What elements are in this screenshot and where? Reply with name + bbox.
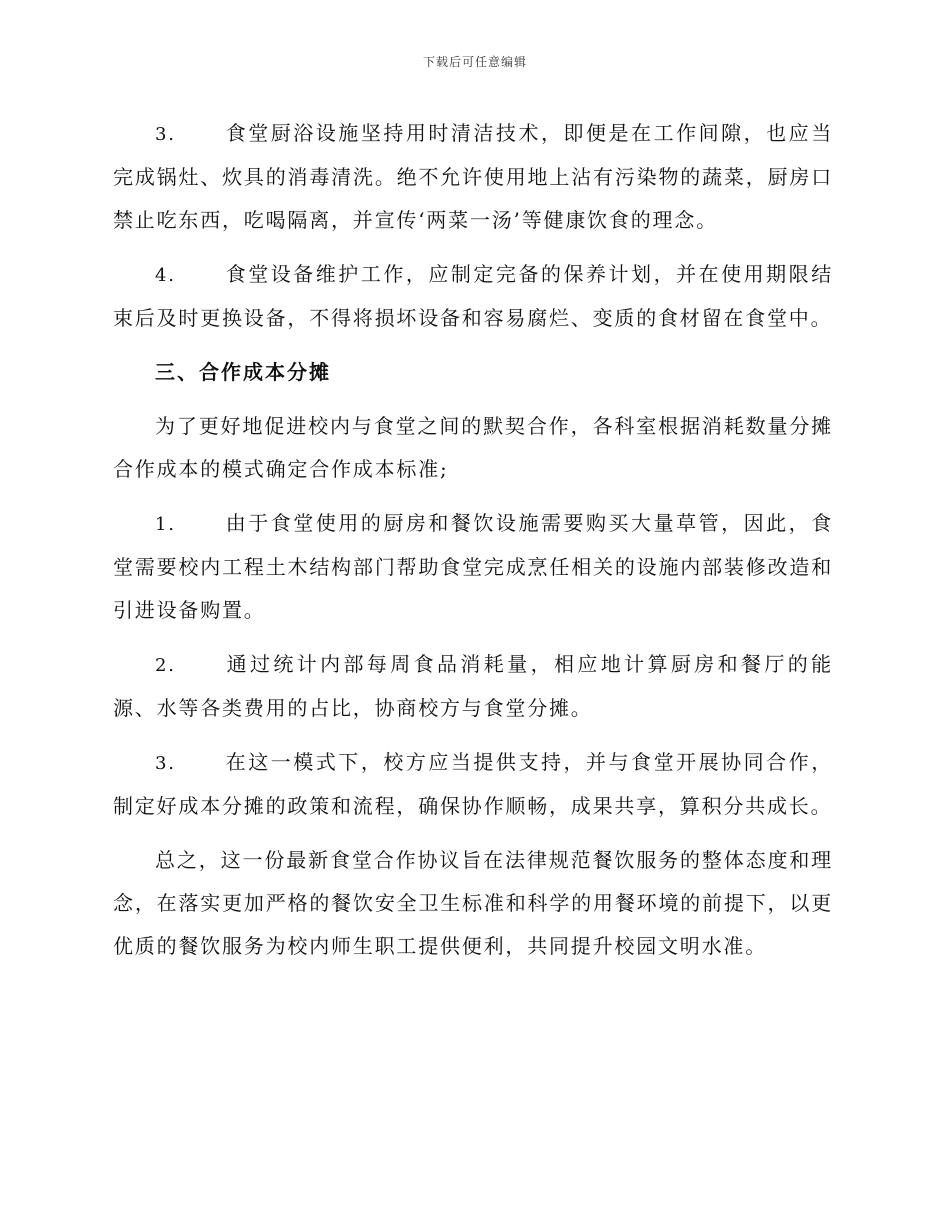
document-body [113, 112, 833, 979]
list-item-2-statistics [113, 643, 833, 730]
list-number: 2. [155, 655, 176, 676]
list-item-text: 食堂厨浴设施坚持用时清洁技术，即便是在工作间隙，也应当完成锅灶、炊具的消毒清洗。绝不允许使用地上沾有污染物的蔬菜，厨房口禁止吃东西，吃喝隔离，并宣传‘两菜一汤’等健康饮食的理念。 [113, 121, 833, 232]
list-number: 1. [155, 514, 176, 535]
list-item-4-maintenance [113, 253, 833, 340]
list-number: 3. [155, 753, 176, 774]
list-item-3-hygiene [113, 112, 833, 242]
conclusion-paragraph: 总之，这一份最新食堂合作协议旨在法律规范餐饮服务的整体态度和理念，在落实更加严格的餐饮安全卫生标准和科学的用餐环境的前提下，以更优质的餐饮服务为校内师生职工提供便利，共同提升校园文明水准。 [113, 848, 833, 958]
list-item-text: 由于食堂使用的厨房和餐饮设施需要购买大量草管，因此，食堂需要校内工程土木结构部门帮助食堂完成烹任相关的设施内部装修改造和引进设备购置。 [113, 511, 833, 622]
list-number: 3. [155, 124, 176, 145]
list-item-text: 食堂设备维护工作，应制定完备的保养计划，并在使用期限结束后及时更换设备，不得将损坏设备和容易腐烂、变质的食材留在食堂中。 [113, 262, 833, 330]
page-header: 下载后可任意编辑 [422, 55, 527, 69]
list-item-1-renovation [113, 502, 833, 632]
list-item-text: 通过统计内部每周食品消耗量，相应地计算厨房和餐厅的能源、水等各类费用的占比，协商校方与食堂分摊。 [113, 652, 833, 720]
section-heading: 三、合作成本分摊 [155, 360, 331, 384]
list-item-3-cooperation [113, 741, 833, 828]
section-intro: 为了更好地促进校内与食堂之间的默契合作，各科室根据消耗数量分摊合作成本的模式确定合作成本标准; [113, 414, 833, 481]
list-item-text: 在这一模式下，校方应当提供支持，并与食堂开展协同合作，制定好成本分摊的政策和流程，确保协作顺畅，成果共享，算积分共成长。 [113, 750, 833, 818]
list-number: 4. [155, 265, 176, 286]
